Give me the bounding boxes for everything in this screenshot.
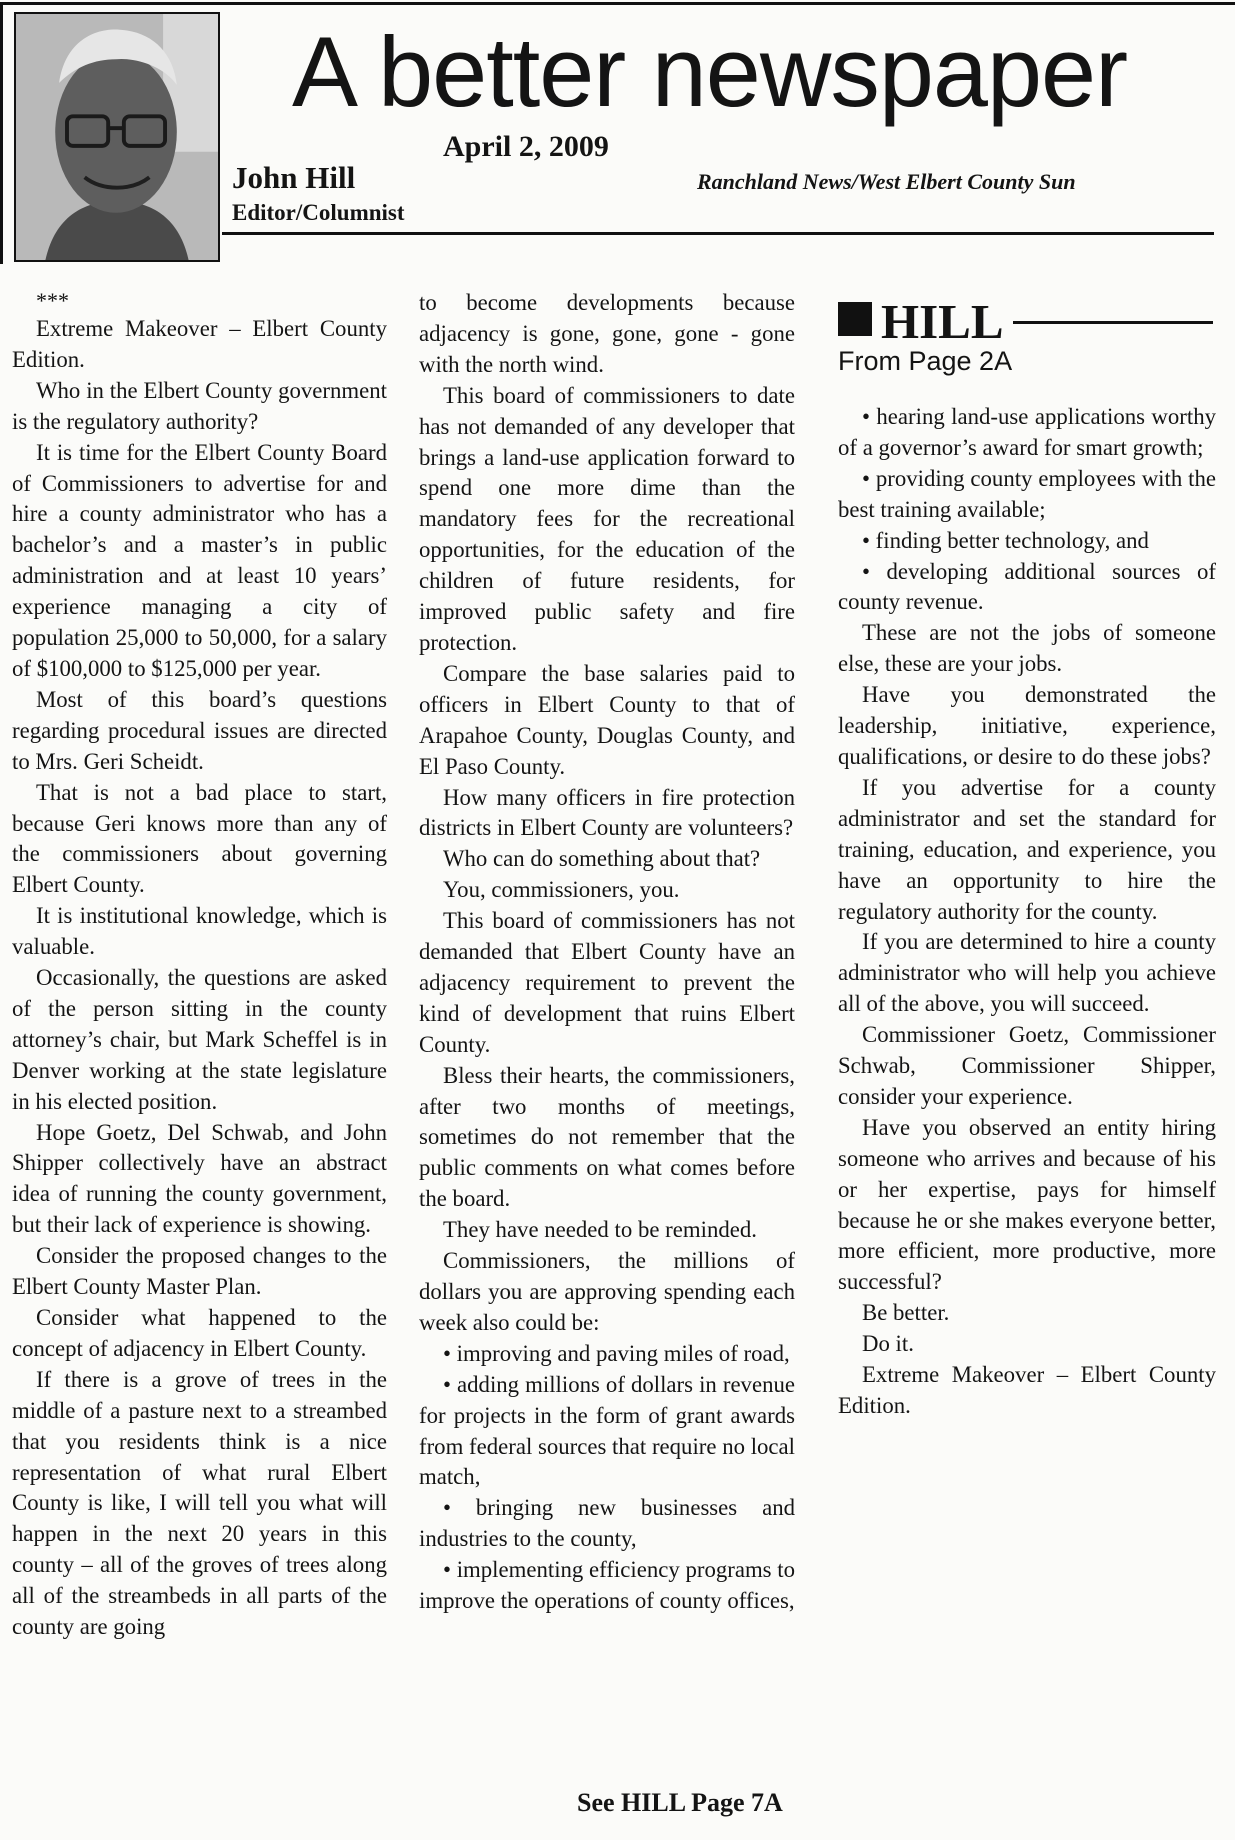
- publication-date: April 2, 2009: [443, 130, 609, 163]
- headline: A better newspaper: [292, 16, 1128, 127]
- paragraph-continued: to become developments because adjacency is gone, gone, gone - gone with the north wind.: [419, 290, 795, 377]
- paragraph: If you advertise for a county administrator and set the standard for training, education, and experience, you have an opportunity to hire the regulatory authority for the county.: [838, 774, 1216, 924]
- paragraph: Consider the proposed changes to the Elbert County Master Plan.: [12, 1243, 387, 1300]
- bullet-item: • developing additional sources of county revenue.: [838, 558, 1216, 615]
- section-separator: ***: [36, 288, 69, 313]
- paragraph: Occasionally, the questions are asked of the person sitting in the county attorney’s chair, but Mark Scheffel is in Denver working at the state legislature in his elected position.: [12, 965, 387, 1114]
- heading-rule: [1013, 321, 1213, 324]
- author-role: Editor/Columnist: [232, 200, 405, 225]
- bullet-item: • implementing efficiency programs to improve the operations of county offices,: [419, 1557, 795, 1614]
- paragraph: Who can do something about that?: [443, 846, 761, 872]
- paragraph: Commissioners, the millions of dollars you are approving spending each week also could be:: [419, 1248, 795, 1335]
- bullet-item: • hearing land-use applications worthy of a governor’s award for smart growth;: [838, 404, 1216, 460]
- bullet-item: • providing county employees with the best training available;: [838, 465, 1216, 522]
- paragraph: This board of commissioners has not demanded that Elbert County have an adjacency requirement to prevent the kind of development that ruins Elbert County.: [419, 908, 795, 1057]
- continuation-column: [838, 402, 1216, 1422]
- paragraph: These are not the jobs of someone else, these are your jobs.: [838, 620, 1216, 677]
- paragraph: Be better.: [862, 1300, 950, 1326]
- paragraph: Do it.: [862, 1331, 914, 1357]
- paragraph: If there is a grove of trees in the middle of a pasture next to a streambed that you residents think is a nice representation of what rural Elbert County is like, I will tell you what will happen in the next 20 years in this county – all of the groves of trees along all of the streambeds in all parts of the county are going: [12, 1366, 387, 1640]
- bullet-item: • finding better technology, and: [862, 527, 1149, 553]
- paragraph: Who in the Elbert County government is the regulatory authority?: [12, 377, 387, 434]
- paragraph: Extreme Makeover – Elbert County Edition.: [838, 1362, 1216, 1418]
- bullet-item: • adding millions of dollars in revenue for projects in the form of grant awards from federal sources that require no local match,: [419, 1371, 795, 1490]
- paragraph: Have you demonstrated the leadership, initiative, experience, qualifications, or desire to do these jobs?: [838, 682, 1216, 769]
- header-bottom-rule: [222, 232, 1214, 235]
- author-name: John Hill: [232, 160, 356, 195]
- square-bullet-icon: [838, 302, 872, 336]
- paragraph: That is not a bad place to start, because Geri knows more than any of the commissioners about governing Elbert County.: [12, 779, 387, 898]
- publication-name: Ranchland News/West Elbert County Sun: [697, 169, 1076, 194]
- paragraph: If you are determined to hire a county administrator who will help you achieve all of the above, you will succeed.: [838, 929, 1216, 1017]
- paragraph: Bless their hearts, the commissioners, after two months of meetings, sometimes do not remember that the public comments on what comes before the board.: [419, 1062, 795, 1212]
- article-column-1: [12, 288, 387, 1643]
- paragraph: Consider what happened to the concept of adjacency in Elbert County.: [12, 1305, 387, 1361]
- paragraph: How many officers in fire protection districts in Elbert County are volunteers?: [419, 784, 795, 841]
- left-edge-rule: [0, 2, 3, 264]
- paragraph: It is time for the Elbert County Board of Commissioners to advertise for and hire a county administrator who has a bachelor’s and a master’s in public administration and at least 10 years’ experience managing a city of population 25,000 to 50,000, for a salary of $100,000 to $125,000 per year.: [12, 439, 387, 681]
- from-page-label: From Page 2A: [838, 346, 1013, 376]
- article-column-2: [419, 288, 795, 1617]
- paragraph: Commissioner Goetz, Commissioner Schwab, Commissioner Shipper, consider your experience.: [838, 1022, 1216, 1109]
- bullet-item: • improving and paving miles of road,: [443, 1340, 790, 1366]
- paragraph: This board of commissioners to date has not demanded of any developer that brings a land-use application forward to spend one more dime than the mandatory fees for the recreational opportunities, for the education of the children of future residents, for improved public safety and fire protection.: [419, 382, 795, 655]
- continuation-heading: [838, 294, 1004, 349]
- jump-line: See HILL Page 7A: [577, 1788, 783, 1817]
- top-rule: [0, 2, 1235, 5]
- paragraph: Extreme Makeover – Elbert County Edition.: [12, 316, 387, 372]
- paragraph: Hope Goetz, Del Schwab, and John Shipper collectively have an abstract idea of running the county government, but their lack of experience is showing.: [12, 1119, 387, 1238]
- paragraph: Compare the base salaries paid to officers in Elbert County to that of Arapahoe County, Douglas County, and El Paso County.: [419, 660, 795, 779]
- paragraph: Most of this board’s questions regarding procedural issues are directed to Mrs. Geri Scheidt.: [12, 686, 387, 774]
- continuation-heading-text: HILL: [881, 294, 1004, 349]
- paragraph: You, commissioners, you.: [443, 877, 680, 903]
- paragraph: It is institutional knowledge, which is valuable.: [12, 903, 387, 960]
- paragraph: They have needed to be reminded.: [443, 1217, 757, 1243]
- paragraph: Have you observed an entity hiring someone who arrives and because of his or her expertise, pays for himself because he or she makes everyone better, more efficient, more productive, more successful?: [838, 1114, 1216, 1295]
- columnist-photo: [14, 12, 220, 262]
- bullet-item: • bringing new businesses and industries to the county,: [419, 1495, 795, 1552]
